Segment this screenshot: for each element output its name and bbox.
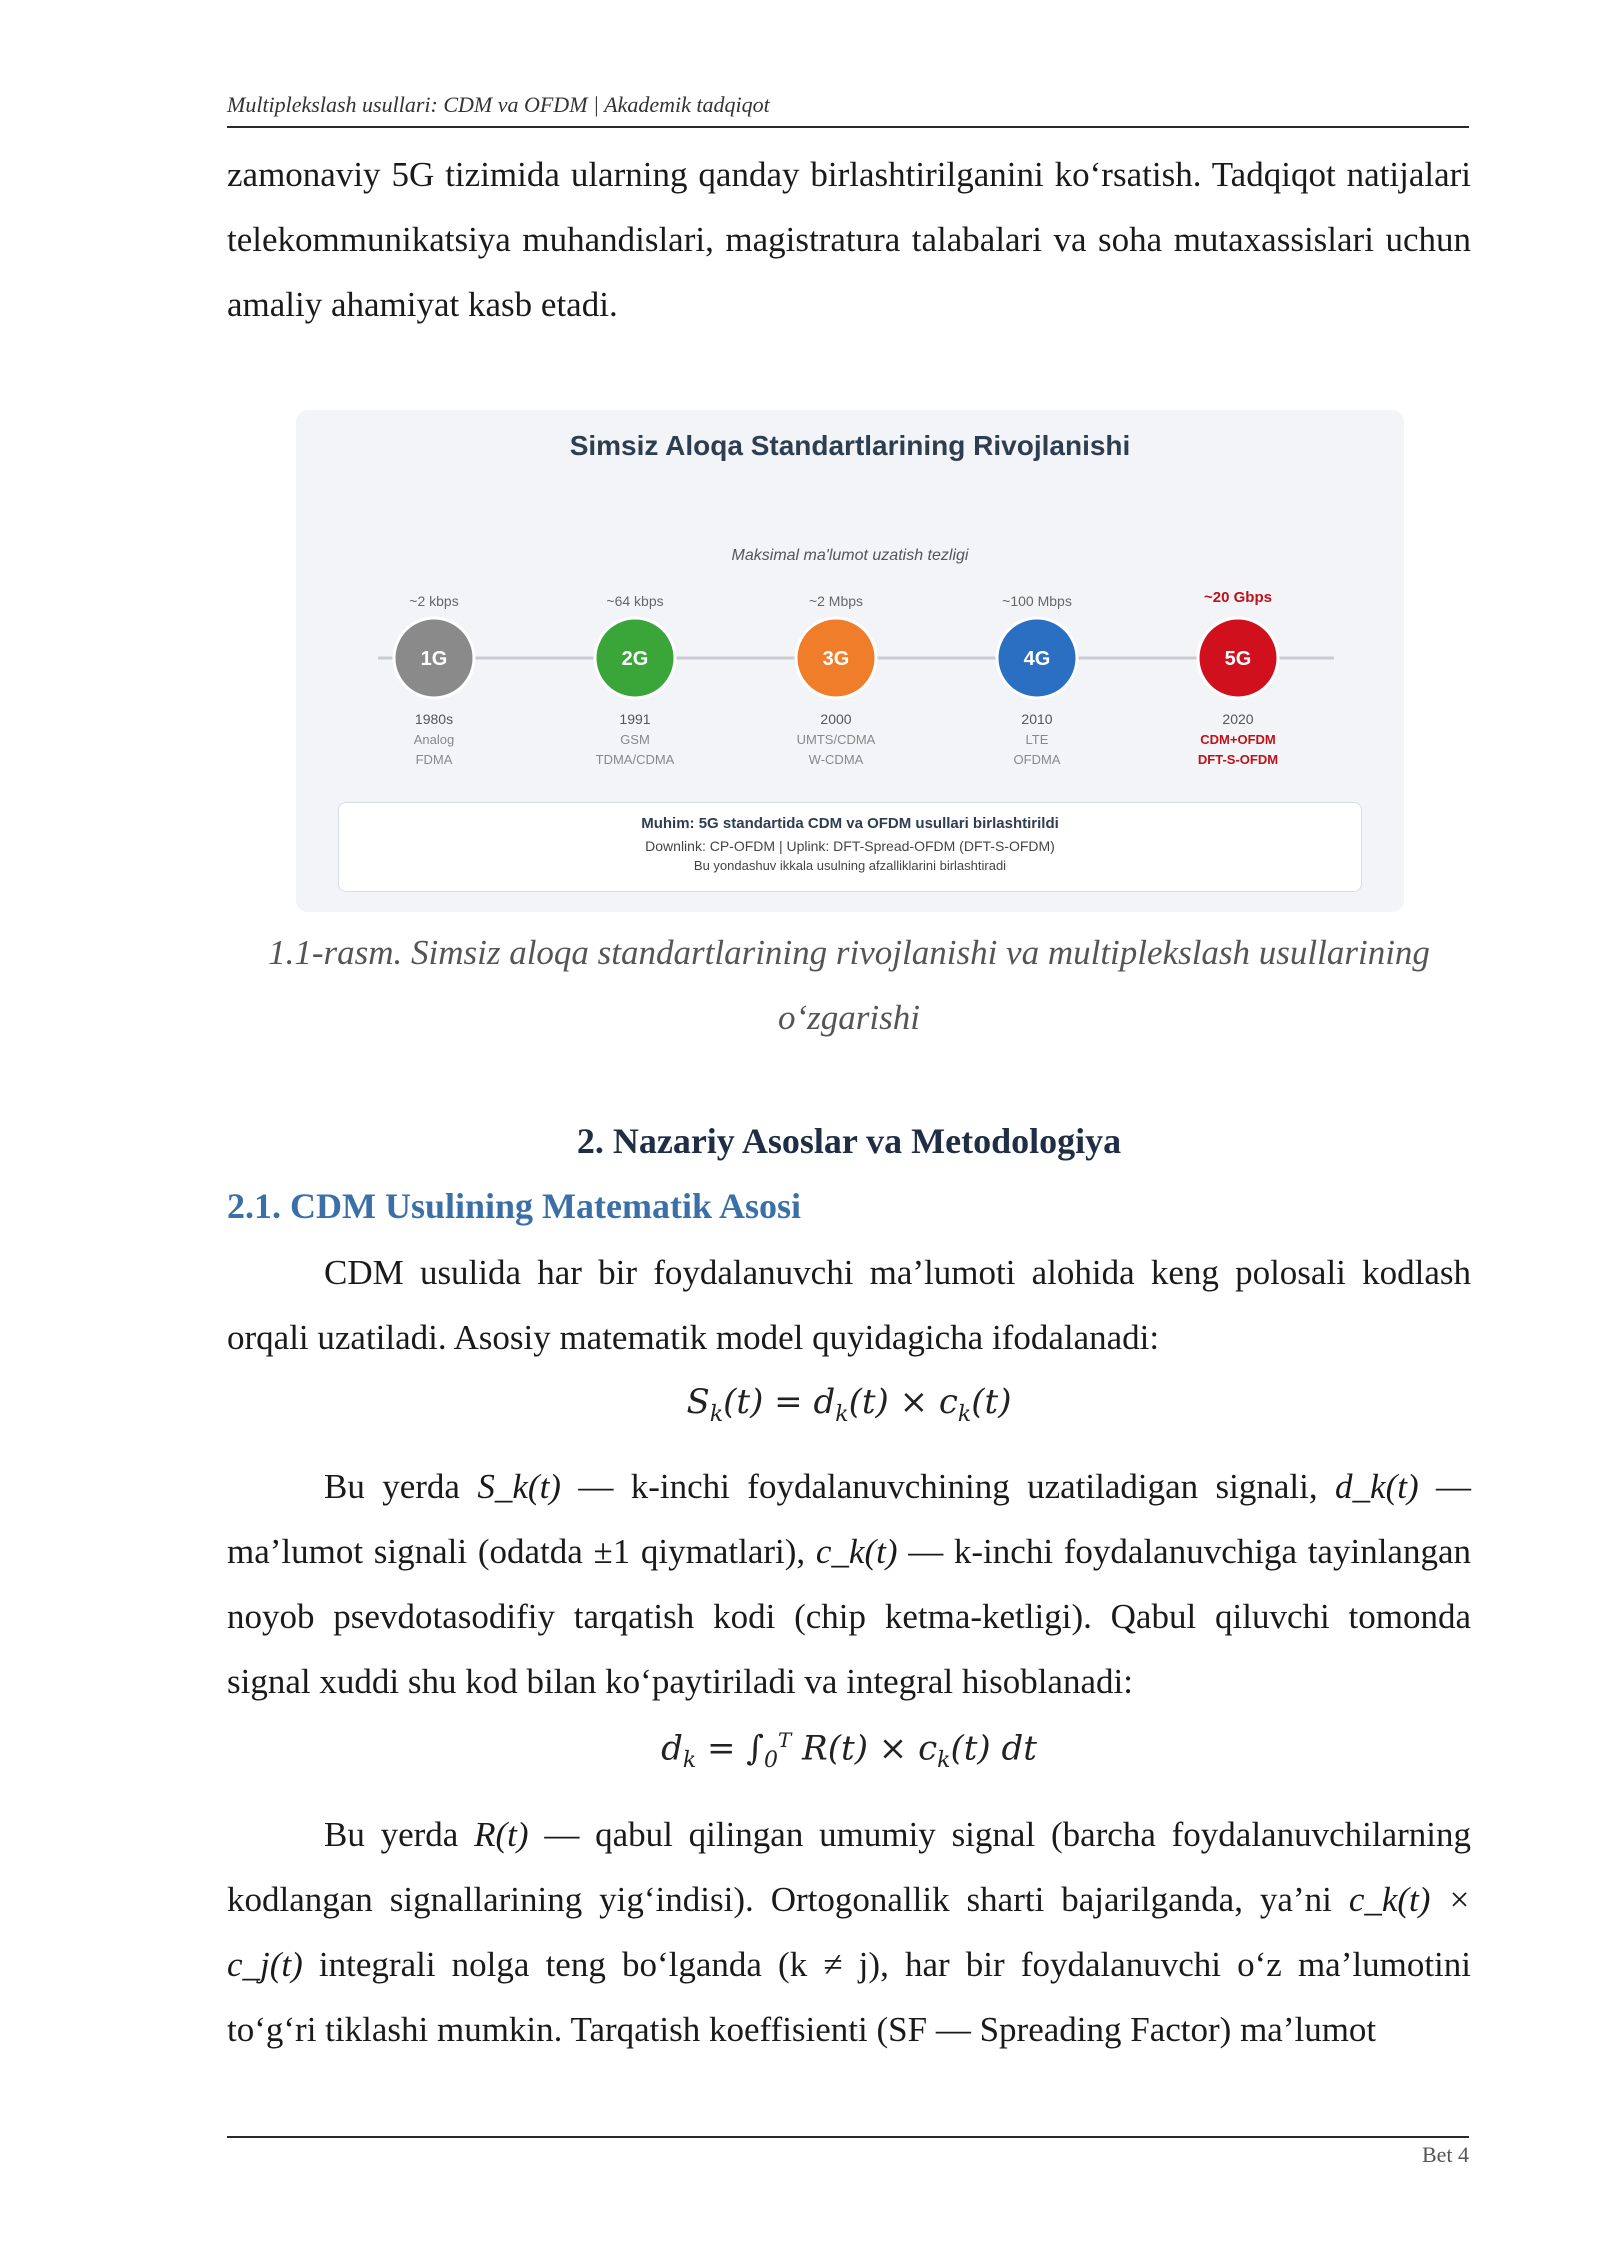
equation-signal: $S_k(t) = d_k(t) \times c_k(t)$ (686, 1382, 1012, 1427)
gen-2g-year: 1991 (619, 711, 651, 727)
footer-divider (227, 2136, 1469, 2138)
figure-title: Simsiz Aloqa Standartlarining Rivojlanishi (569, 430, 1131, 461)
gen-3g-tech: UMTS/CDMA (796, 732, 876, 747)
subsection-heading: 2.1. CDM Usulining Matematik Asosi (227, 1186, 802, 1226)
gen-4g-year: 2010 (1021, 711, 1053, 727)
gen-1g-speed-label: ~2 kbps (409, 593, 459, 609)
gen-1g-access: FDMA (415, 752, 453, 767)
figure-caption: 1.1-rasm. Simsiz aloqa standartlarining rivojlanishi va multiplekslash usullarining o‘zgarishi (268, 933, 1430, 1037)
gen-2g-tech: GSM (620, 732, 650, 747)
gen-4g-tech: LTE (1025, 732, 1049, 747)
section-heading: 2. Nazariy Asoslar va Metodologiya (576, 1121, 1122, 1161)
gen-4g-access: OFDMA (1013, 752, 1061, 767)
gen-4g-speed-label: ~100 Mbps (1002, 593, 1072, 609)
gen-4g-label: 4G (1023, 648, 1051, 670)
gen-5g-label: 5G (1224, 648, 1252, 670)
gen-5g-year: 2020 (1222, 711, 1254, 727)
paragraph-orthogonality: Bu yerda R(t) — qabul qilingan umumiy signal (barcha foydalanuvchilarning kodlangan signallarining yig‘indisi). Ortogonallik sharti bajarilganda, ya’ni c_k(t) × c_j(t) integrali nolga teng bo‘lganda (k ≠ j), har bir foydalanuvchi o‘z ma’lumotini to‘g‘ri tiklashi mumkin. Tarqatish koeffisienti (SF — Spreading Factor) ma’lumot (227, 1815, 1471, 2049)
gen-5g-speed-label: ~20 Gbps (1204, 589, 1272, 606)
gen-3g-year: 2000 (820, 711, 852, 727)
gen-3g-label: 3G (822, 648, 850, 670)
info-line-links: Downlink: CP-OFDM | Uplink: DFT-Spread-OFDM (DFT-S-OFDM) (645, 838, 1055, 854)
gen-2g-speed-label: ~64 kbps (606, 593, 664, 609)
gen-5g-tech: CDM+OFDM (1200, 732, 1276, 747)
paragraph-definitions: Bu yerda S_k(t) — k-inchi foydalanuvchining uzatiladigan signali, d_k(t) — ma’lumot signali (odatda ±1 qiymatlari), c_k(t) — k-inchi foydalanuvchiga tayinlangan noyob psevdotasodifiy tarqatish kodi (chip ketma-ketligi). Qabul qiluvchi tomonda signal xuddi shu kod bilan ko‘paytiriladi va integral hisoblanadi: (227, 1467, 1472, 1701)
info-box (338, 802, 1362, 892)
info-line-important: Muhim: 5G standartida CDM va OFDM usullari birlashtirildi (641, 815, 1059, 832)
gen-1g-year: 1980s (414, 711, 454, 727)
gen-1g-label: 1G (420, 648, 448, 670)
running-header: Multiplekslash usullari: CDM va OFDM | Akademik tadqiqot (227, 92, 1469, 128)
equation-integral: $d_k = \int_0^T$ $R(t) \times c_k(t)$ dt (661, 1728, 1037, 1774)
gen-1g-tech: Analog (413, 732, 455, 747)
page-number: Bet 4 (1421, 2142, 1469, 2167)
gen-3g-access: W-CDMA (808, 752, 864, 767)
gen-3g-speed-label: ~2 Mbps (808, 593, 864, 609)
info-line-approach: Bu yondashuv ikkala usulning afzalliklarini birlashtiradi (693, 858, 1007, 873)
timeline-figure (296, 410, 1404, 912)
intro-paragraph: zamonaviy 5G tizimida ularning qanday birlashtirilganini ko‘rsatish. Tadqiqot natijalari telekommunikatsiya muhandislari, magistratura talabalari va soha mutaxassislari uchun amaliy ahamiyat kasb etadi. (227, 155, 1471, 324)
timeline-subtitle: Maksimal ma'lumot uzatish tezligi (731, 547, 969, 564)
gen-2g-label: 2G (621, 648, 649, 670)
gen-5g-access: DFT-S-OFDM (1197, 752, 1279, 767)
gen-2g-access: TDMA/CDMA (595, 752, 675, 767)
paragraph-cdm-intro: CDM usulida har bir foydalanuvchi ma’lumoti alohida keng polosali kodlash orqali uzatiladi. Asosiy matematik model quyidagicha ifodalanadi: (227, 1253, 1471, 1357)
